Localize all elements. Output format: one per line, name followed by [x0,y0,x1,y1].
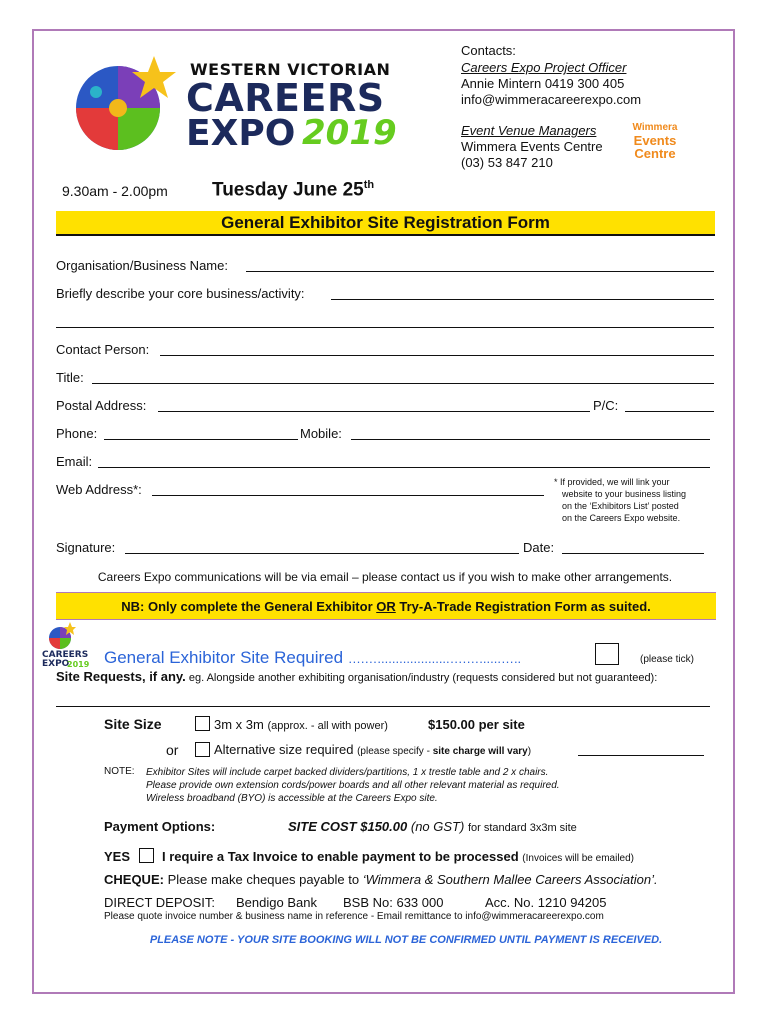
site-size-or: or [166,742,179,758]
date-field[interactable] [562,541,704,554]
email-label: Email: [56,454,93,469]
mobile-field[interactable] [351,427,710,440]
site-size-alternative-checkbox[interactable] [195,742,210,757]
venue-logo-line-1: Wimmera [632,122,678,133]
title-field[interactable] [92,371,714,384]
site-cost: SITE COST $150.00 (no GST) for standard 3x3m site [288,819,577,834]
small-puzzle-globe-icon [46,621,76,651]
small-logo-line-2: EXPO [42,659,70,669]
phone-label: Phone: [56,426,98,441]
site-size-label: Site Size [104,716,162,732]
phone-field[interactable] [104,427,298,440]
postal-label: Postal Address: [56,398,147,413]
signature-field[interactable] [125,541,519,554]
contact-person-label: Contact Person: [56,342,150,357]
site-requests-field[interactable] [56,694,710,707]
venue-role: Event Venue Managers [461,123,597,138]
title-label: Title: [56,370,84,385]
note-line-3: Wireless broadband (BYO) is accessible at the Careers Expo site. [146,793,438,804]
site-size-option-1-price: $150.00 per site [428,717,525,732]
payment-warning: PLEASE NOTE - YOUR SITE BOOKING WILL NOT BE CONFIRMED UNTIL PAYMENT IS RECEIVED. [149,934,663,946]
describe-field[interactable] [331,287,714,300]
contacts-heading: Contacts: [461,43,516,58]
venue-phone: (03) 53 847 210 [461,155,553,170]
event-date: Tuesday June 25th [212,179,375,201]
form-title: General Exhibitor Site Registration Form [221,213,550,232]
nb-text: NB: Only complete the General Exhibitor OR Try-A-Trade Registration Form as suited. [121,599,651,614]
pc-field[interactable] [625,399,714,412]
signature-label: Signature: [56,540,116,555]
web-note-line-4: on the Careers Expo website. [562,513,681,523]
please-tick-note: (please tick) [640,654,694,665]
mobile-label: Mobile: [300,426,342,441]
general-exhibitor-checkbox[interactable] [595,643,619,665]
venue-name: Wimmera Events Centre [461,139,603,154]
site-requests: Site Requests, if any. eg. Alongside another exhibiting organisation/industry (requests considered but not guaranteed): [56,669,658,684]
email-field[interactable] [98,455,710,468]
event-time: 9.30am - 2.00pm [62,183,168,199]
direct-deposit-note: Please quote invoice number & business name in reference - Email remittance to info@wimmeracareerexpo.com [104,911,604,922]
tax-invoice: I require a Tax Invoice to enable payment to be processed (Invoices will be emailed) [162,849,634,864]
site-size-option-2: Alternative size required (please specify - site charge will vary) [214,742,532,757]
section-title: General Exhibitor Site Required ….…....................….…......….. [104,648,522,667]
organisation-label: Organisation/Business Name: [56,258,228,273]
note-text [146,766,560,805]
describe-field-line-2[interactable] [56,315,714,328]
site-size-option-1: 3m x 3m (approx. - all with power) [214,717,388,732]
payment-label: Payment Options: [104,819,216,834]
direct-deposit-label: DIRECT DEPOSIT: [104,895,216,910]
note-line-1: Exhibitor Sites will include carpet backed dividers/partitions, 1 x trestle table and 2 x chairs. [146,767,549,778]
logo-line-1: WESTERN VICTORIAN [190,60,391,79]
web-note-line-2: website to your business listing [562,489,687,499]
date-label: Date: [523,540,555,555]
small-logo-line-1: CAREERS [42,650,89,660]
direct-deposit-bsb: BSB No: 633 000 [343,895,444,910]
pc-label: P/C: [593,398,619,413]
tax-invoice-checkbox[interactable] [139,848,154,863]
note-label: NOTE: [104,766,135,777]
web-note [554,476,686,524]
venue-logo-line-2: Events [633,133,677,148]
officer-name-phone: Annie Mintern 0419 300 405 [461,76,625,91]
venue-logo-line-3: Centre [634,146,676,161]
note-line-2: Please provide own extension cords/power boards and all other relevant material as required. [146,780,560,791]
direct-deposit-account: Acc. No. 1210 94205 [485,895,607,910]
venue-logo [624,121,686,163]
direct-deposit-bank: Bendigo Bank [236,895,317,910]
describe-label: Briefly describe your core business/activity: [56,286,305,301]
comms-note: Careers Expo communications will be via email – please contact us if you wish to make other arrangements. [97,570,673,584]
web-label: Web Address*: [56,482,142,497]
organisation-field[interactable] [246,259,714,272]
logo-line-3: EXPO [186,113,296,154]
web-note-line-3: on the ‘Exhibitors List’ posted [562,501,679,511]
puzzle-globe-icon [66,48,176,158]
small-logo-year: 2019 [67,660,90,669]
officer-role: Careers Expo Project Officer [461,60,627,75]
site-size-3x3-checkbox[interactable] [195,716,210,731]
web-note-line-1: * If provided, we will link your [554,477,670,487]
alternative-size-field[interactable] [578,743,704,756]
contact-person-field[interactable] [160,343,714,356]
postal-field[interactable] [158,399,590,412]
cheque-line: CHEQUE: Please make cheques payable to ‘Wimmera & Southern Mallee Careers Association’. [104,872,658,887]
logo-line-2: CAREERS [186,76,385,120]
yes-label: YES [104,849,131,864]
officer-email: info@wimmeracareerexpo.com [461,92,642,107]
web-field[interactable] [152,483,544,496]
logo-year: 2019 [302,113,397,153]
